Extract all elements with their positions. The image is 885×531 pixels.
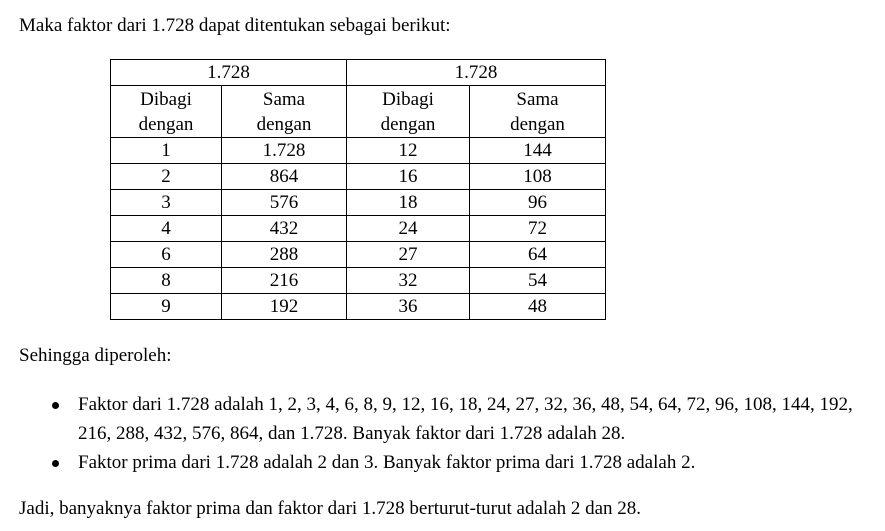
table-cell: 1.728 xyxy=(222,138,347,164)
table-cell: 432 xyxy=(222,216,347,242)
table-cell: 288 xyxy=(222,242,347,268)
group-header-right: 1.728 xyxy=(347,60,606,86)
table-row xyxy=(111,138,606,164)
sub-header-divided-by-left xyxy=(111,86,222,138)
table-cell: 36 xyxy=(347,294,470,320)
sub-header-line: dengan xyxy=(256,113,312,135)
table-cell: 9 xyxy=(111,294,222,320)
table-cell: 1 xyxy=(111,138,222,164)
sub-header-line: Dibagi xyxy=(140,88,192,110)
table-cell: 48 xyxy=(470,294,606,320)
sub-header-line: dengan xyxy=(138,113,194,135)
lead-text: Sehingga diperoleh: xyxy=(19,345,172,366)
table-row xyxy=(111,268,606,294)
bullet-icon xyxy=(52,402,59,409)
intro-text: Maka faktor dari 1.728 dapat ditentukan sebagai berikut: xyxy=(19,15,451,36)
table-cell: 4 xyxy=(111,216,222,242)
table-cell: 24 xyxy=(347,216,470,242)
list-item xyxy=(0,448,885,477)
table-cell: 216 xyxy=(222,268,347,294)
table-cell: 576 xyxy=(222,190,347,216)
table-cell: 864 xyxy=(222,164,347,190)
sub-header-equals-right xyxy=(470,86,606,138)
table-cell: 3 xyxy=(111,190,222,216)
table-sub-header-row xyxy=(111,86,606,138)
table-cell: 6 xyxy=(111,242,222,268)
table-cell: 54 xyxy=(470,268,606,294)
sub-header-line: Sama xyxy=(262,88,306,110)
sub-header-line: dengan xyxy=(510,113,565,135)
table-row xyxy=(111,216,606,242)
table-row xyxy=(111,242,606,268)
list-item xyxy=(0,390,885,448)
sub-header-divided-by-right xyxy=(347,86,470,138)
result-list xyxy=(0,390,885,477)
factor-table xyxy=(110,59,606,320)
table-cell: 72 xyxy=(470,216,606,242)
list-item-text: Faktor prima dari 1.728 adalah 2 dan 3. Banyak faktor prima dari 1.728 adalah 2. xyxy=(78,452,696,473)
table-row xyxy=(111,164,606,190)
sub-header-equals-left xyxy=(222,86,347,138)
sub-header-line: dengan xyxy=(380,113,436,135)
group-header-left: 1.728 xyxy=(111,60,347,86)
list-item-text: Faktor dari 1.728 adalah 1, 2, 3, 4, 6, 8, 9, 12, 16, 18, 24, 27, 32, 36, 48, 54, 64, 72, 96, 108, 144, 192, 216, 288, 432, 576, 864, dan 1.728. Banyak faktor dari 1.728 adalah 28. xyxy=(78,394,853,444)
table-cell: 192 xyxy=(222,294,347,320)
table-cell: 108 xyxy=(470,164,606,190)
table-cell: 12 xyxy=(347,138,470,164)
table-cell: 32 xyxy=(347,268,470,294)
table-cell: 2 xyxy=(111,164,222,190)
bullet-icon xyxy=(52,460,59,467)
table-group-header-row xyxy=(111,60,606,86)
table-cell: 16 xyxy=(347,164,470,190)
table-row xyxy=(111,190,606,216)
table-row xyxy=(111,294,606,320)
sub-header-line: Dibagi xyxy=(382,88,434,110)
sub-header-line: Sama xyxy=(516,88,559,110)
table-cell: 18 xyxy=(347,190,470,216)
table-cell: 27 xyxy=(347,242,470,268)
table-cell: 64 xyxy=(470,242,606,268)
table-cell: 96 xyxy=(470,190,606,216)
conclusion-text: Jadi, banyaknya faktor prima dan faktor dari 1.728 berturut-turut adalah 2 dan 28. xyxy=(19,498,642,519)
table-cell: 144 xyxy=(470,138,606,164)
table-cell: 8 xyxy=(111,268,222,294)
